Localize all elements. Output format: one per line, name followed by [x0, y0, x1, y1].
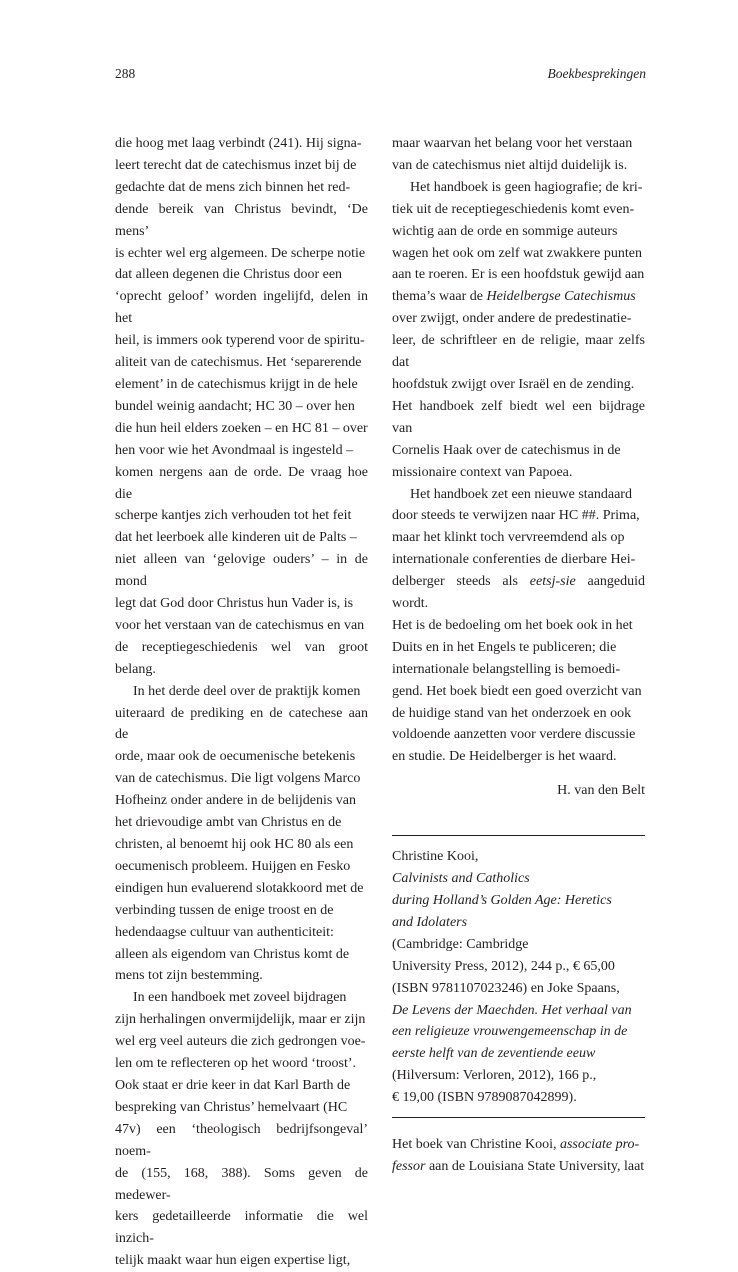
text-line: bespreking van Christus’ hemelvaart (HC: [115, 1099, 348, 1115]
text-line: en studie. De Heidelberger is het waard.: [392, 749, 617, 765]
running-head: Boekbesprekingen: [547, 66, 646, 81]
text-line: heil, is immers ook typerend voor de spiritu-: [115, 333, 365, 349]
text-line: van de catechismus niet altijd duidelijk is.: [392, 157, 628, 173]
text-line: aangeduid wordt.: [392, 574, 646, 612]
text-line: die hoog met laag verbindt (241). Hij signa-: [115, 136, 362, 151]
text-line: de (155, 168, 388). Soms geven de medewer-: [115, 1165, 368, 1203]
bibliographic-entry: [392, 846, 645, 1109]
emphasis: eetsj-sie: [529, 574, 576, 590]
text-line: In een handboek met zoveel bijdragen: [133, 990, 347, 1006]
text-line: Ook staat er drie keer in dat Karl Barth de: [115, 1077, 351, 1093]
text-line: komen nergens aan de orde. De vraag hoe die: [115, 464, 368, 502]
text-line: christen, al benoemt hij ook HC 80 als een: [115, 837, 354, 852]
text-line: University Press, 2012), 244 p., € 65,00: [392, 958, 615, 974]
text-line: ‘oprecht geloof’ worden ingelijfd, delen in het: [115, 289, 368, 327]
text-line: over zwijgt, onder andere de predestinatie-: [392, 311, 632, 327]
text-line: de receptiegeschiedenis wel van groot belang.: [115, 639, 368, 677]
text-line: dat het leerboek alle kinderen uit de Palts –: [115, 530, 357, 546]
text-line: bundel weinig aandacht; HC 30 – over hen: [115, 398, 355, 414]
text-line: Het handboek is geen hagiografie; de kri-: [410, 179, 643, 195]
text-line: internationale conferenties de dierbare Hei-: [392, 552, 636, 568]
text-line: door steeds te verwijzen naar HC ##. Prima,: [392, 508, 640, 524]
text-line: [392, 1021, 645, 1043]
divider-top: [392, 835, 645, 836]
text-line: van de catechismus. Die ligt volgens Marco: [115, 771, 361, 787]
book-title: Calvinists and Catholics: [392, 871, 530, 887]
text-line: 47v) een ‘theologisch bedrijfsongeval’ noem-: [115, 1121, 368, 1159]
text-line: scherpe kantjes zich verhouden tot het feit: [115, 508, 352, 524]
text-line: leer, de schriftleer en de religie, maar zelfs dat: [392, 333, 645, 371]
text-fragment: aan de Louisiana State University, laat: [425, 1158, 645, 1174]
text-line: leert terecht dat de catechismus inzet bij de: [115, 157, 357, 173]
text-line: delberger steeds als: [392, 574, 530, 590]
book-title: een religieuze vrouwengemeenschap in de: [392, 1024, 628, 1040]
text-line: uiteraard de prediking en de catechese aan de: [115, 705, 368, 743]
text-line: Hofheinz onder andere in de belijdenis van: [115, 793, 357, 809]
review-signature: H. van den Belt: [557, 783, 645, 799]
divider-bottom: [392, 1117, 645, 1118]
text-fragment: Christine Kooi,: [392, 849, 479, 865]
text-line: Duits en in het Engels te publiceren; die: [392, 639, 617, 655]
text-line: alleen als eigendom van Christus komt de: [115, 946, 350, 962]
book-title: De Levens der Maechden. Het verhaal van: [392, 1002, 632, 1018]
text-line: niet alleen van ‘gelovige ouders’ – in de mond: [115, 552, 368, 590]
text-line: Het is de bedoeling om het boek ook in het: [392, 617, 633, 633]
text-line: [392, 846, 645, 890]
text-line: voldoende aanzetten voor verdere discussie: [392, 727, 636, 743]
text-line: dende bereik van Christus bevindt, ‘De mens’: [115, 201, 368, 239]
text-line: missionaire context van Papoea.: [392, 464, 573, 480]
text-line: is echter wel erg algemeen. De scherpe notie: [115, 245, 366, 261]
text-line: eindigen hun evaluerend slotakkoord met de: [115, 880, 364, 896]
text-line: [392, 1043, 645, 1065]
text-line: maar waarvan het belang voor het verstaan: [392, 136, 633, 151]
page-number: 288: [115, 66, 136, 81]
text-line: In het derde deel over de praktijk komen: [133, 683, 361, 699]
text-line: het drievoudige ambt van Christus en de: [115, 815, 342, 831]
text-line: internationale belangstelling is bemoedi-: [392, 661, 621, 677]
text-line: gedachte dat de mens zich binnen het red-: [115, 179, 351, 195]
text-line: (Hilversum: Verloren, 2012), 166 p.,: [392, 1068, 597, 1084]
text-line: len om te reflecteren op het woord ‘troost’.: [115, 1056, 357, 1072]
left-paragraph-2: [115, 681, 368, 988]
text-line: (ISBN 9781107023246) en Joke Spaans,: [392, 980, 620, 996]
text-fragment: (Cambridge: Cambridge: [392, 936, 529, 952]
text-line: voor het verstaan van de catechismus en van: [115, 617, 365, 633]
left-column: [115, 133, 368, 1272]
text-line: [392, 890, 645, 912]
text-line: aliteit van de catechismus. Het ‘separerende: [115, 355, 362, 371]
text-line: maar het klinkt toch vervreemdend als op: [392, 530, 625, 546]
right-paragraph-1: [392, 133, 645, 177]
text-line: hedendaagse cultuur van authenticiteit:: [115, 924, 334, 940]
book-title: during Holland’s Golden Age: Heretics: [392, 893, 612, 908]
text-line: verbinding tussen de enige troost en de: [115, 902, 334, 918]
text-line: element’ in de catechismus krijgt in de hele: [115, 376, 358, 392]
right-paragraph-4: [392, 1134, 645, 1178]
text-line: hoofdstuk zwijgt over Israël en de zending.: [392, 376, 635, 392]
right-paragraph-2: [392, 177, 645, 484]
text-fragment: Het boek van Christine Kooi,: [392, 1137, 560, 1153]
text-line: [392, 912, 645, 956]
book-title: eerste helft van de zeventiende eeuw: [392, 1046, 596, 1062]
text-line: gend. Het boek biedt een goed overzicht van: [392, 683, 642, 699]
text-line: Cornelis Haak over de catechismus in de: [392, 442, 621, 458]
text-line: orde, maar ook de oecumenische betekenis: [115, 749, 356, 765]
text-line: Het handboek zet een nieuwe standaard: [410, 486, 632, 502]
text-line: [392, 1000, 645, 1022]
right-paragraph-3: [392, 484, 645, 769]
right-column: [392, 133, 645, 1178]
book-title: Heidelbergse Catechismus: [486, 289, 636, 305]
text-line: tiek uit de receptiegeschiedenis komt even-: [392, 201, 635, 217]
text-line: oecumenisch probleem. Huijgen en Fesko: [115, 858, 351, 874]
text-line: aan te roeren. Er is een hoofdstuk gewijd aan: [392, 267, 645, 283]
text-line: kers gedetailleerde informatie die wel inzich-: [115, 1209, 368, 1247]
emphasis: associate pro-: [559, 1137, 640, 1153]
text-line: legt dat God door Christus hun Vader is, is: [115, 596, 354, 612]
emphasis: fessor: [392, 1158, 426, 1174]
text-line: dat alleen degenen die Christus door een: [115, 267, 343, 283]
text-line: wagen het ook om zelf wat zwakkere punten: [392, 245, 642, 261]
text-line: Het handboek zelf biedt wel een bijdrage van: [392, 398, 645, 436]
text-line: die hun heil elders zoeken – en HC 81 – over: [115, 420, 368, 436]
left-paragraph-1: [115, 133, 368, 681]
text-line: zijn herhalingen onvermijdelijk, maar er zijn: [115, 1012, 366, 1028]
text-line: wichtig aan de orde en sommige auteurs: [392, 223, 618, 239]
text-line: thema’s waar de: [392, 289, 487, 305]
book-title: and Idolaters: [392, 914, 468, 930]
text-line: hen voor wie het Avondmaal is ingesteld –: [115, 442, 354, 458]
text-line: wel erg veel auteurs die zich gedrongen voe-: [115, 1034, 366, 1050]
text-line: mens tot zijn bestemming.: [115, 968, 263, 984]
text-line: telijk maakt waar hun eigen expertise ligt,: [115, 1253, 351, 1269]
left-paragraph-3: [115, 987, 368, 1272]
text-line: de huidige stand van het onderzoek en ook: [392, 705, 632, 721]
text-line: € 19,00 (ISBN 9789087042899).: [392, 1090, 577, 1106]
